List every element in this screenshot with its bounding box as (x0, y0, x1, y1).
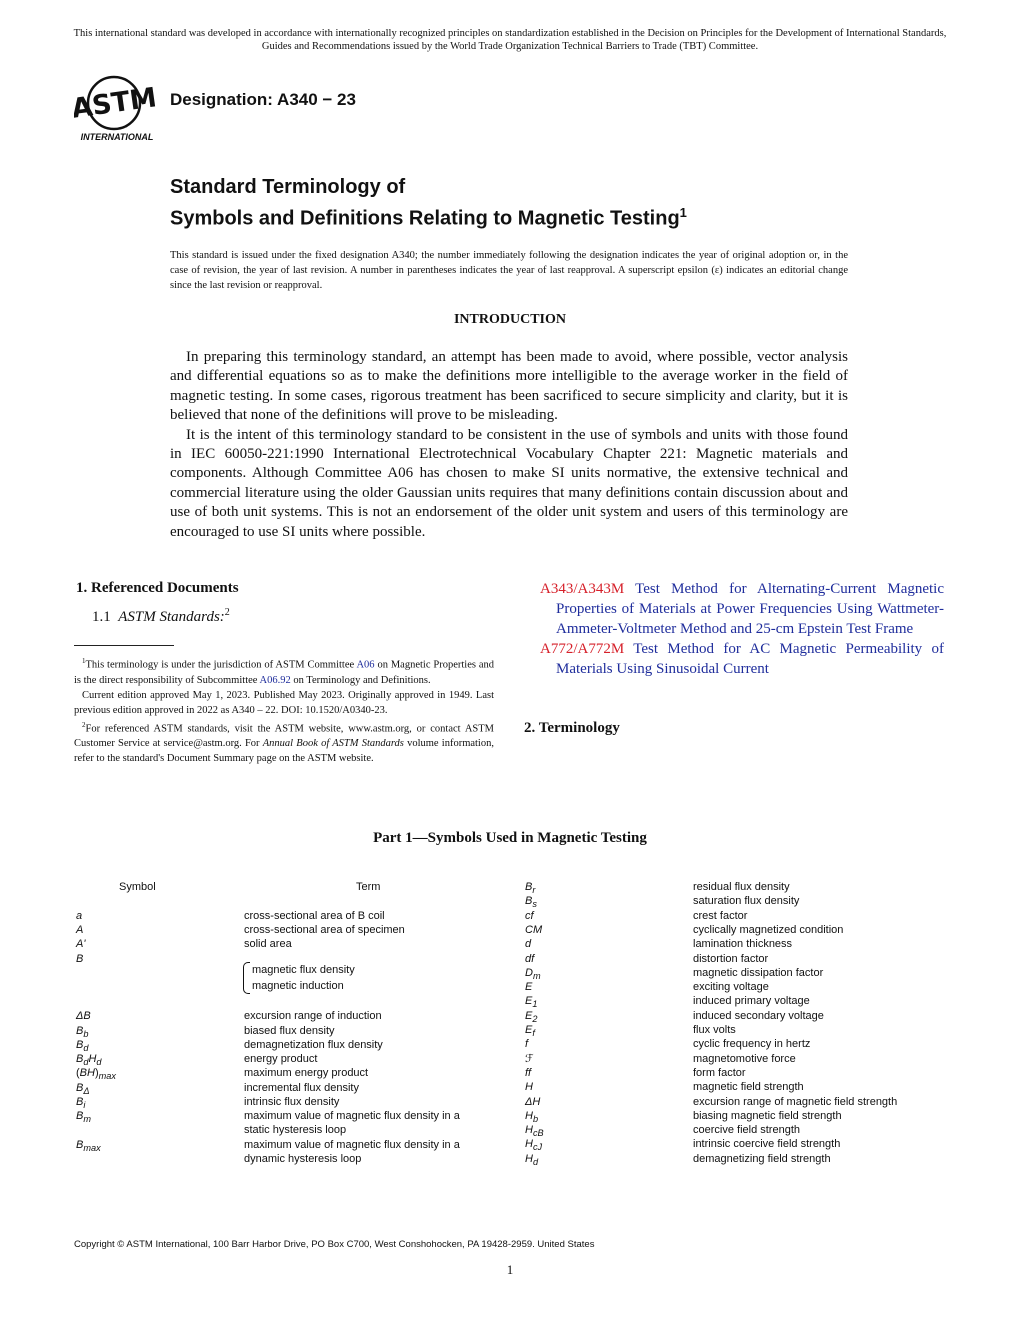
symbol-cell: $B_dH_d$ (76, 1053, 102, 1068)
symbol-cell: d (525, 938, 532, 951)
term-cell: cross-sectional area of B coil (244, 910, 385, 922)
section-1-heading: 1. Referenced Documents (76, 580, 239, 596)
symbol-cell: $B_b$ (76, 1025, 89, 1040)
footnote-divider (74, 645, 174, 646)
symbol-cell: $B_i$ (76, 1096, 86, 1111)
symbol-cell: B (76, 953, 84, 965)
footnote-1-text-a: This terminology is under the jurisdiction of ASTM Committee (85, 659, 357, 671)
introduction-paragraph-1: In preparing this terminology standard, an attempt has been made to avoid, where possible, vector analysis and differential equations so as to make the definitions more intelligible to the average worker in the field of magnetic testing. In some cases, rigorous treatment has been sacrificed to secure simplicity and clarity, but it is believed that none of the definitions will prove to be misleading. (170, 349, 848, 424)
term-cell: induced secondary voltage (693, 1009, 824, 1022)
term-cell: magnetic induction (252, 980, 344, 992)
link-subcommittee-a0692[interactable]: A06.92 (259, 674, 291, 686)
footnote-2-italic: Annual Book of ASTM Standards (262, 738, 404, 749)
wto-notice: This international standard was developed in accordance with internationally recognized principles on standardization established in the Decision on Principles for the Development of International Standards, Guides and Recommendations issued by the World Trade Organization Technical Barriers to Trade (TBT) Committee. (73, 28, 947, 52)
symbol-cell: df (525, 952, 535, 965)
term-cell: biasing magnetic field strength (693, 1109, 842, 1122)
section-2-heading: 2. Terminology (524, 720, 620, 736)
term-cell: excursion range of magnetic field strength (693, 1095, 898, 1108)
term-cell: maximum value of magnetic flux density in a (244, 1139, 460, 1151)
symbol-cell: $B_r$ (525, 881, 536, 896)
symbol-cell: A (76, 924, 84, 936)
term-cell: flux volts (693, 1024, 736, 1036)
symbol-cell: ΔH (525, 1095, 541, 1108)
footnote-2-text-b: volume information, refer to the standard's Document Summary page on the ASTM website. (74, 738, 494, 764)
term-cell: form factor (693, 1066, 746, 1079)
term-cell: saturation flux density (693, 895, 800, 908)
logo-text: ASTM (74, 82, 159, 125)
logo-subtext: INTERNATIONAL (80, 132, 154, 142)
astm-logo (74, 72, 160, 144)
term-cell: exciting voltage (693, 981, 769, 994)
introduction-body (170, 348, 848, 542)
symbol-cell: cf (525, 909, 534, 922)
symbol-cell: $H_b$ (525, 1109, 539, 1124)
reference-title-link[interactable]: Test Method for AC Magnetic Permeability of Materials Using Sinusoidal Current (556, 641, 945, 677)
symbol-cell: ℱ (525, 1052, 534, 1065)
term-cell: intrinsic flux density (244, 1096, 340, 1108)
section-1-1 (92, 607, 230, 626)
term-cell: crest factor (693, 909, 748, 922)
symbol-cell: $B_m$ (76, 1110, 91, 1125)
reference-code-link[interactable]: A343/A343M (540, 581, 625, 597)
symbol-cell: $B_d$ (76, 1039, 89, 1054)
symbol-cell: f (525, 1038, 529, 1051)
term-cell: magnetic field strength (693, 1081, 804, 1094)
symbol-cell: $H_d$ (525, 1152, 539, 1167)
section-1-1-number: 1.1 (92, 609, 111, 625)
term-cell: cyclically magnetized condition (693, 923, 844, 936)
symbol-cell: $B_\Delta$ (76, 1082, 90, 1097)
footnote-2 (74, 718, 494, 767)
term-cell: solid area (244, 938, 292, 950)
footnote-1-text-b: on Magnetic Properties and is the direct responsibility of Subcommittee (74, 659, 494, 686)
term-cell: magnetic flux density (252, 964, 355, 976)
term-cell: intrinsic coercive field strength (693, 1138, 841, 1151)
reference-title-link[interactable]: Test Method for Alternating-Current Magnetic Properties of Materials at Power Frequencies Using Wattmeter-Ammeter-Voltmeter Method and 25-cm Epstein Test Frame (556, 581, 944, 637)
symbol-cell: $B_s$ (525, 895, 537, 910)
symbol-cell: $E_1$ (525, 995, 538, 1010)
symbol-cell: ff (525, 1066, 532, 1079)
copyright: Copyright © ASTM International, 100 Barr Harbor Drive, PO Box C700, West Conshohocken, PA 19428-2959. United States (74, 1239, 595, 1250)
designation: Designation: A340 − 23 (170, 90, 356, 109)
page-number: 1 (506, 1262, 514, 1277)
footnote-1 (74, 654, 494, 688)
section-1-1-footnote-mark: 2 (224, 607, 230, 618)
symbol-cell: A' (76, 938, 86, 950)
footnote-2-text-a: For referenced ASTM standards, visit the ASTM website, www.astm.org, or contact ASTM Customer Service at service@astm.org. For (74, 723, 494, 749)
term-cell: demagnetizing field strength (693, 1152, 831, 1165)
symbol-cell: $H_{cB}$ (525, 1124, 544, 1139)
issued-note: This standard is issued under the fixed designation A340; the number immediately following the designation indicates the year of original adoption or, in the case of revision, the year of last revision. A number in parentheses indicates the year of last reapproval. A superscript epsilon (ε) indicates an editorial change since the last revision or reapproval. (170, 250, 848, 291)
referenced-documents-list (540, 579, 944, 679)
symbol-cell: $H_{cJ}$ (525, 1138, 543, 1153)
reference-item (540, 639, 944, 679)
term-cell: static hysteresis loop (244, 1124, 347, 1136)
title-line-1: Standard Terminology of (170, 176, 406, 198)
term-cell: residual flux density (693, 881, 790, 893)
term-cell: magnetomotive force (693, 1052, 796, 1065)
brace-icon (243, 962, 250, 994)
link-committee-a06[interactable]: A06 (356, 659, 375, 671)
footnote-1-edition: Current edition approved May 1, 2023. Published May 2023. Originally approved in 1949. Last previous edition approved in 2022 as A340 – 22. DOI: 10.1520/A0340-23. (74, 689, 494, 716)
introduction-heading: INTRODUCTION (453, 312, 566, 327)
symbol-cell: $B_{max}$ (76, 1139, 101, 1154)
title-footnote-mark: 1 (679, 205, 687, 220)
column-header-term: Term (356, 881, 381, 893)
reference-code-link[interactable]: A772/A772M (540, 641, 625, 657)
page-title (170, 174, 687, 232)
term-cell: magnetic dissipation factor (693, 966, 824, 979)
term-cell: incremental flux density (244, 1082, 359, 1094)
part-1-heading: Part 1—Symbols Used in Magnetic Testing (373, 830, 647, 846)
term-cell: excursion range of induction (244, 1010, 382, 1022)
footnote-2-mark: 2 (82, 720, 86, 729)
symbol-cell: a (76, 910, 83, 922)
column-header-symbol: Symbol (119, 881, 156, 893)
term-cell: demagnetization flux density (244, 1039, 383, 1051)
term-cell: lamination thickness (693, 938, 793, 951)
term-cell: coercive field strength (693, 1124, 800, 1137)
footnote-1-text-c: on Terminology and Definitions. (290, 674, 431, 686)
symbol-cell: $E_2$ (525, 1009, 538, 1024)
term-cell: maximum value of magnetic flux density in a (244, 1110, 460, 1122)
reference-item (540, 579, 944, 639)
section-1-1-label: ASTM Standards: (118, 609, 225, 625)
symbol-cell: ΔB (76, 1010, 91, 1022)
term-cell: energy product (244, 1053, 318, 1065)
footnote-1-mark: 1 (82, 657, 86, 665)
symbol-cell: CM (525, 923, 543, 936)
term-cell: dynamic hysteresis loop (244, 1153, 362, 1165)
term-cell: cyclic frequency in hertz (693, 1038, 811, 1051)
footnotes (74, 654, 494, 766)
term-cell: maximum energy product (244, 1067, 369, 1079)
term-cell: biased flux density (244, 1025, 335, 1037)
term-cell: cross-sectional area of specimen (244, 924, 405, 936)
symbol-cell: E (525, 981, 533, 994)
title-line-2: Symbols and Definitions Relating to Magnetic Testing (170, 207, 680, 230)
symbol-cell: $D_m$ (525, 966, 541, 981)
symbol-cell: H (525, 1081, 533, 1094)
symbol-cell: $(BH)_{max}$ (76, 1067, 116, 1082)
term-cell: induced primary voltage (693, 995, 810, 1008)
symbol-cell: $E_f$ (525, 1024, 535, 1039)
introduction-paragraph-2: It is the intent of this terminology standard to be consistent in the use of symbols and units with those found in IEC 60050-221:1990 International Electrotechnical Vocabulary Chapter 221: Magnetic materials and components. Although Committee A06 has chosen to make SI units normative, the extensive technical and commercial literature using the older Gaussian units requires that many definitions contain discussion about and use of both unit systems. This is not an endorsement of the older unit system and users of this terminology are encouraged to use SI units where possible. (170, 426, 848, 540)
term-cell: distortion factor (693, 952, 769, 965)
